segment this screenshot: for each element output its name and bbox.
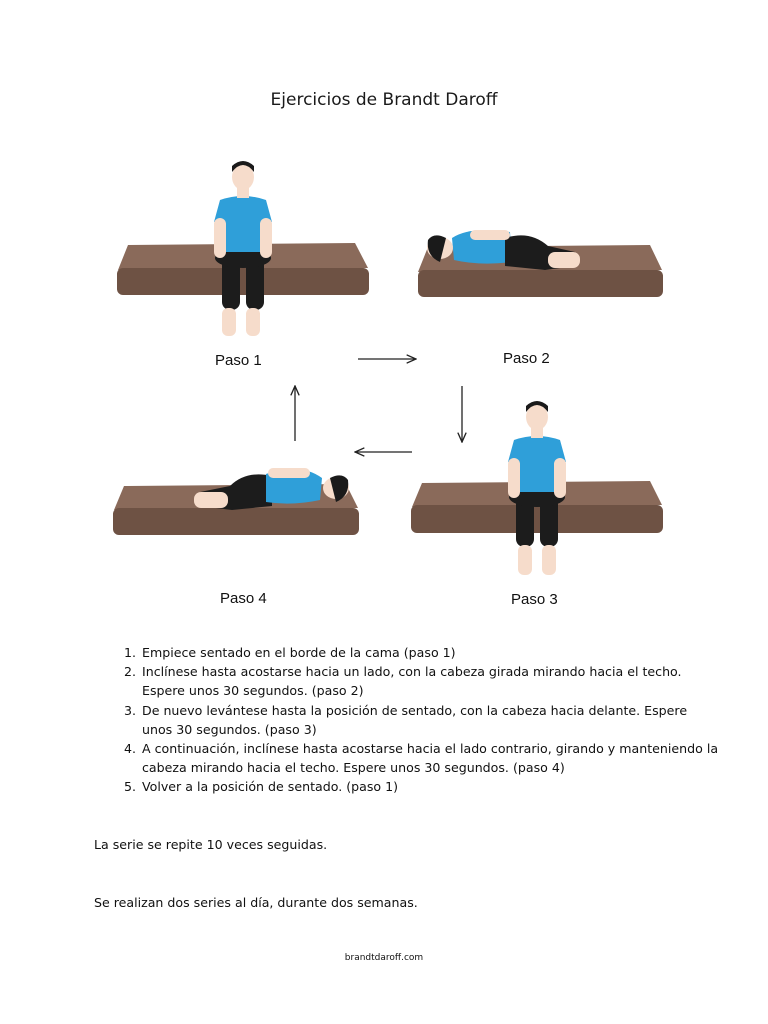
list-item: 1. Empiece sentado en el borde de la cama (paso 1) xyxy=(140,643,720,662)
arm xyxy=(260,218,272,258)
step4-illustration xyxy=(113,468,359,535)
instruction-list xyxy=(110,643,720,797)
step3-illustration xyxy=(411,401,663,575)
arm xyxy=(214,218,226,258)
mattress-side xyxy=(113,508,359,535)
list-item: 4. A continuación, inclínese hasta acostarse hacia el lado contrario, girando y manteniendo la cabeza mirando hacia el techo. Espere unos 30 segundos. (paso 4) xyxy=(140,739,720,777)
note-series: Se realizan dos series al día, durante dos semanas. xyxy=(94,895,418,910)
foot xyxy=(222,308,236,336)
foot xyxy=(518,545,532,575)
foot xyxy=(246,308,260,336)
arm xyxy=(508,458,520,498)
footer-source: brandtdaroff.com xyxy=(344,953,424,963)
list-item: 2. Inclínese hasta acostarse hacia un lado, con la cabeza girada mirando hacia el techo. Espere unos 30 segundos. (paso 2) xyxy=(140,662,720,700)
list-item: 5. Volver a la posición de sentado. (paso 1) xyxy=(140,777,720,796)
note-repeat: La serie se repite 10 veces seguidas. xyxy=(94,837,328,852)
mattress-side xyxy=(117,268,369,295)
feet xyxy=(194,492,228,508)
step-label-4: Paso 4 xyxy=(220,590,267,607)
mattress-side xyxy=(411,505,663,533)
step-label-3: Paso 3 xyxy=(511,591,558,608)
step-label-2: Paso 2 xyxy=(503,350,550,367)
arm xyxy=(554,458,566,498)
feet xyxy=(548,252,580,268)
step1-illustration xyxy=(117,161,369,336)
page-title: Ejercicios de Brandt Daroff xyxy=(270,90,498,110)
step-label-1: Paso 1 xyxy=(215,352,262,369)
foot xyxy=(542,545,556,575)
arm xyxy=(268,468,310,478)
arm xyxy=(470,230,510,240)
mattress-side xyxy=(418,270,663,297)
list-item: 3. De nuevo levántese hasta la posición de sentado, con la cabeza hacia delante. Espere unos 30 segundos. (paso 3) xyxy=(140,701,720,739)
step2-illustration xyxy=(418,230,663,297)
